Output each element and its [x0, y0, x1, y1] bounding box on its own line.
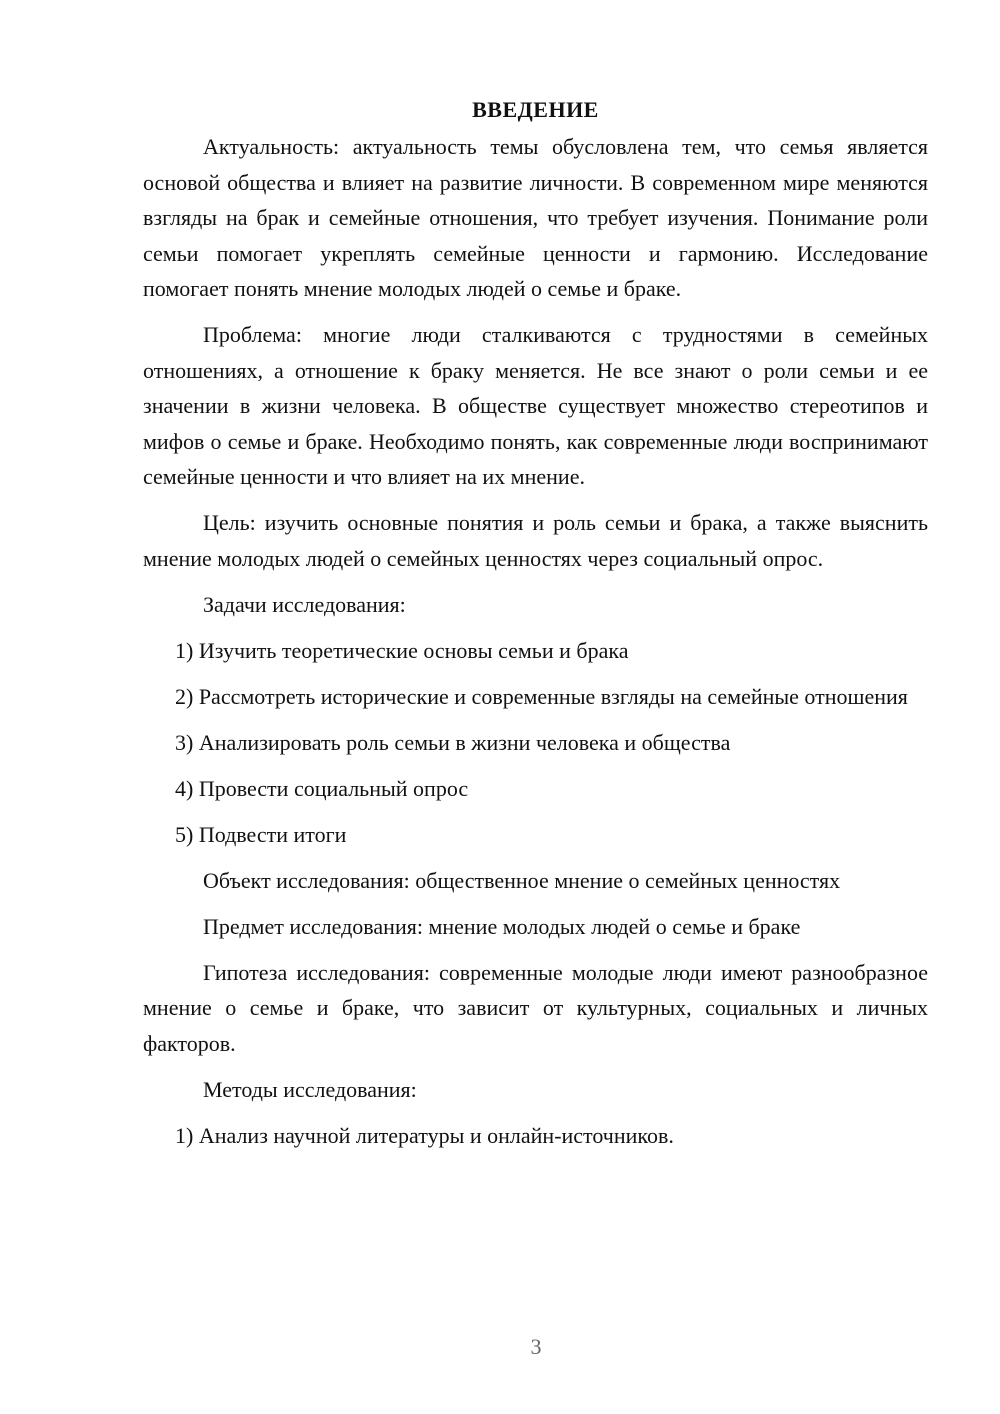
- subject-paragraph: Предмет исследования: мнение молодых людей о семье и браке: [203, 913, 801, 939]
- task-item: 5) Подвести итоги: [175, 821, 347, 847]
- relevance-paragraph: Актуальность: актуальность темы обусловлена тем, что семья является основой общества и влияет на развитие личности. В современном мире меняются взгляды на брак и семейные отношения, что требует изучения. Понимание роли семьи помогает укреплять семейные ценности и гармонию. Исследование помогает понять мнение молодых людей о семье и браке.: [143, 134, 928, 301]
- section-title: ВВЕДЕНИЕ: [472, 97, 599, 122]
- problem-paragraph: Проблема: многие люди сталкиваются с трудностями в семейных отношениях, а отношение к браку меняется. Не все знают о роли семьи и ее значении в жизни человека. В обществе существует множество стереотипов и мифов о семье и браке. Необходимо понять, как современные люди воспринимают семейные ценности и что влияет на их мнение.: [143, 322, 928, 489]
- task-item: 1) Изучить теоретические основы семьи и брака: [175, 637, 629, 663]
- task-item: 4) Провести социальный опрос: [175, 775, 469, 801]
- method-item: 1) Анализ научной литературы и онлайн-источников.: [175, 1122, 674, 1148]
- page-number: 3: [530, 1334, 542, 1359]
- task-item: 3) Анализировать роль семьи в жизни человека и общества: [175, 729, 731, 755]
- hypothesis-paragraph: Гипотеза исследования: современные молодые люди имеют разнообразное мнение о семье и браке, что зависит от культурных, социальных и личных факторов.: [143, 959, 928, 1056]
- tasks-heading: Задачи исследования:: [203, 591, 406, 617]
- goal-paragraph: Цель: изучить основные понятия и роль семьи и брака, а также выяснить мнение молодых людей о семейных ценностях через социальный опрос.: [143, 510, 928, 571]
- page-content: [143, 92, 928, 1164]
- methods-heading: Методы исследования:: [203, 1076, 417, 1102]
- object-paragraph: Объект исследования: общественное мнение о семейных ценностях: [203, 867, 841, 893]
- task-item: 2) Рассмотреть исторические и современные взгляды на семейные отношения: [175, 683, 908, 709]
